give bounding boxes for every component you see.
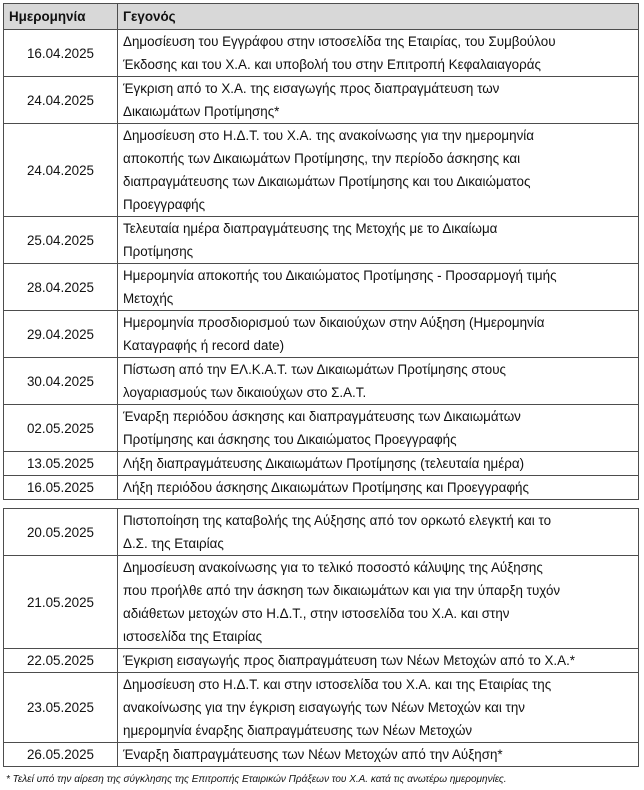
row-date: 02.05.2025 (4, 405, 118, 452)
event-line: Προτίμησης και άσκησης του Δικαιώματος Προεγγραφής (123, 432, 457, 447)
row-date: 28.04.2025 (4, 264, 118, 311)
table-row (4, 743, 639, 767)
event-line: Μετοχής (123, 291, 174, 306)
event-line: Πιστοποίηση της καταβολής της Αύξησης από τον ορκωτό ελεγκτή και το (123, 513, 552, 528)
table-row (4, 556, 639, 649)
timetable (3, 3, 639, 767)
row-date: 21.05.2025 (4, 556, 118, 649)
row-date: 25.04.2025 (4, 217, 118, 264)
event-line: Δημοσίευση ανακοίνωσης για το τελικό ποσοστό κάλυψης της Αύξησης (123, 560, 543, 575)
event-line: Έγκριση εισαγωγής προς διαπραγμάτευση των Νέων Μετοχών από το Χ.Α.* (123, 653, 576, 668)
row-event (118, 217, 639, 264)
footnote: * Τελεί υπό την αίρεση της σύγκλησης της Επιτροπής Εταιρικών Πράξεων του Χ.Α. κατά τις ανωτέρω ημερομηνίες. (6, 774, 507, 785)
event-line: Έναρξη διαπραγμάτευσης των Νέων Μετοχών από την Αύξηση* (123, 747, 503, 762)
event-line: Έγκριση από το Χ.Α. της εισαγωγής προς διαπραγμάτευση των (123, 81, 500, 96)
header-date: Ημερομηνία (4, 4, 118, 30)
event-line: Δημοσίευση στο Η.Δ.Τ. του Χ.Α. της ανακοίνωσης για την ημερομηνία (123, 128, 535, 143)
event-line: Ημερομηνία αποκοπής του Δικαιώματος Προτίμησης - Προσαρμογή τιμής (123, 268, 557, 283)
row-event (118, 743, 639, 767)
event-line: Δημοσίευση του Εγγράφου στην ιστοσελίδα της Εταιρίας, του Συμβούλου (123, 34, 556, 49)
table-header-row (4, 4, 639, 30)
event-line: Δ.Σ. της Εταιρίας (123, 536, 224, 551)
table-row (4, 358, 639, 405)
spacer-cell (4, 500, 639, 509)
row-date: 20.05.2025 (4, 509, 118, 556)
table-row (4, 673, 639, 743)
row-date: 26.05.2025 (4, 743, 118, 767)
row-date: 30.04.2025 (4, 358, 118, 405)
row-date: 16.05.2025 (4, 476, 118, 500)
header-event: Γεγονός (118, 4, 639, 30)
table-row (4, 311, 639, 358)
event-line: Δημοσίευση στο Η.Δ.Τ. και στην ιστοσελίδα του Χ.Α. και της Εταιρίας της (123, 677, 552, 692)
row-event (118, 556, 639, 649)
row-event (118, 509, 639, 556)
event-line: ιστοσελίδα της Εταιρίας (123, 629, 263, 644)
event-line: ημερομηνία έναρξης διαπραγμάτευσης των Νέων Μετοχών (123, 723, 473, 738)
row-event (118, 30, 639, 77)
row-date: 24.04.2025 (4, 124, 118, 217)
table-row (4, 264, 639, 311)
row-event (118, 649, 639, 673)
row-date: 16.04.2025 (4, 30, 118, 77)
table-row (4, 509, 639, 556)
table-row (4, 452, 639, 476)
row-event (118, 452, 639, 476)
event-line: Προεγγραφής (123, 197, 206, 212)
document-page (3, 3, 639, 785)
table-body (4, 30, 639, 767)
event-line: που προήλθε από την άσκηση των δικαιωμάτων και για την ύπαρξη τυχόν (123, 583, 561, 598)
row-event (118, 476, 639, 500)
row-date: 22.05.2025 (4, 649, 118, 673)
event-line: Λήξη περιόδου άσκησης Δικαιωμάτων Προτίμησης και Προεγγραφής (123, 480, 529, 495)
row-date: 23.05.2025 (4, 673, 118, 743)
row-date: 13.05.2025 (4, 452, 118, 476)
row-event (118, 77, 639, 124)
table-row (4, 77, 639, 124)
table-row (4, 476, 639, 500)
row-event (118, 264, 639, 311)
event-line: Δικαιωμάτων Προτίμησης* (123, 104, 280, 119)
row-event (118, 124, 639, 217)
event-line: Καταγραφής ή record date) (123, 338, 285, 353)
row-event (118, 405, 639, 452)
table-row (4, 405, 639, 452)
event-line: Ημερομηνία προσδιορισμού των δικαιούχων στην Αύξηση (Ημερομηνία (123, 315, 545, 330)
table-row (4, 124, 639, 217)
event-line: αποκοπής των Δικαιωμάτων Προτίμησης, την περίοδο άσκησης και (123, 151, 521, 166)
event-line: Πίστωση από την ΕΛ.Κ.Α.Τ. των Δικαιωμάτων Προτίμησης στους (123, 362, 506, 377)
event-line: διαπραγμάτευσης των Δικαιωμάτων Προτίμησης και του Δικαιώματος (123, 174, 531, 189)
row-event (118, 673, 639, 743)
event-line: ανακοίνωσης για την έγκριση εισαγωγής των Νέων Μετοχών και την (123, 700, 525, 715)
event-line: Λήξη διαπραγμάτευσης Δικαιωμάτων Προτίμησης (τελευταία ημέρα) (123, 456, 525, 471)
row-date: 29.04.2025 (4, 311, 118, 358)
row-date: 24.04.2025 (4, 77, 118, 124)
event-line: λογαριασμούς των δικαιούχων στο Σ.Α.Τ. (123, 385, 367, 400)
table-row (4, 649, 639, 673)
event-line: αδιάθετων μετοχών στο Η.Δ.Τ., στην ιστοσελίδα του Χ.Α. και στην (123, 606, 510, 621)
row-spacer (4, 500, 639, 509)
row-event (118, 311, 639, 358)
table-row (4, 217, 639, 264)
row-event (118, 358, 639, 405)
event-line: Τελευταία ημέρα διαπραγμάτευσης της Μετοχής με το Δικαίωμα (123, 221, 498, 236)
event-line: Έναρξη περιόδου άσκησης και διαπραγμάτευσης των Δικαιωμάτων (123, 409, 521, 424)
table-row (4, 30, 639, 77)
event-line: Προτίμησης (123, 244, 194, 259)
event-line: Έκδοσης και του Χ.Α. και υποβολή του στην Επιτροπή Κεφαλαιαγοράς (123, 57, 541, 72)
